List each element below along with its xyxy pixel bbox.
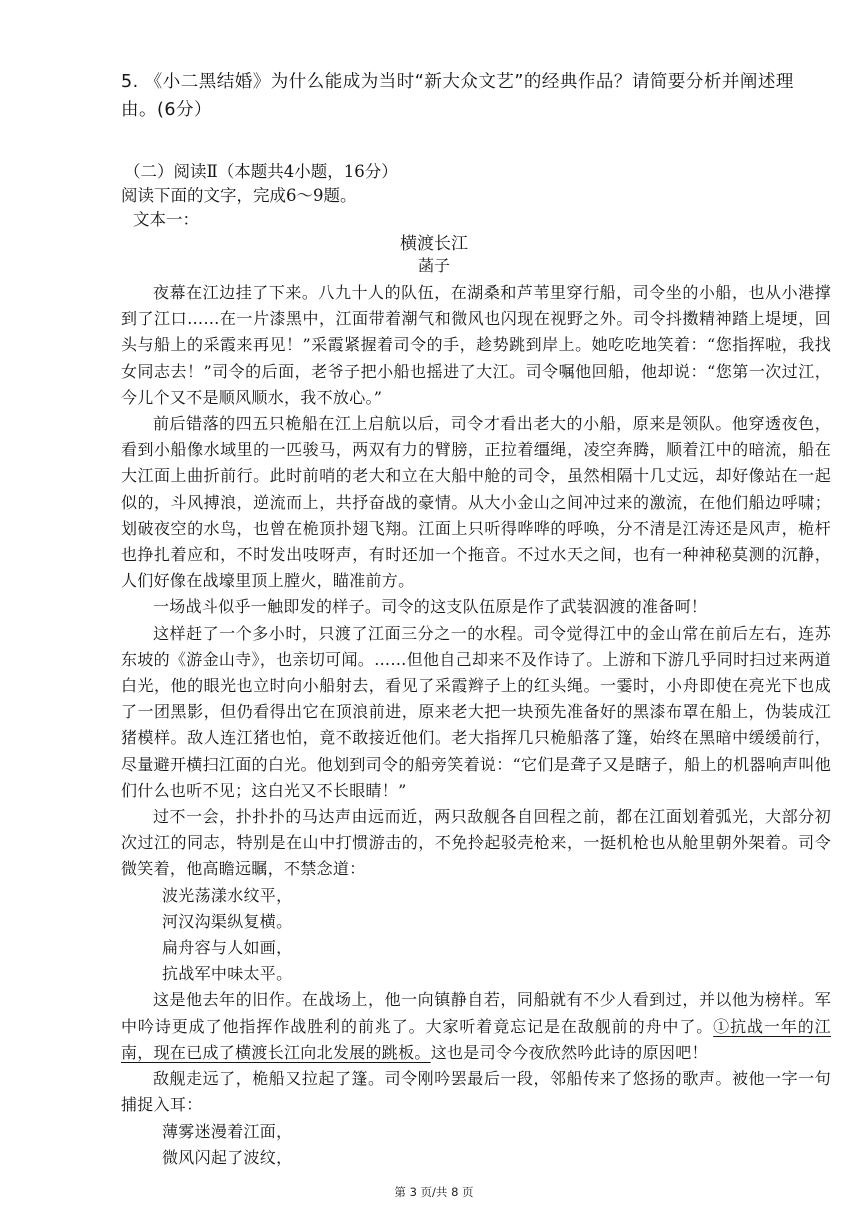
- paragraph-1: 夜幕在江边挂了下来。八九十人的队伍，在湖桑和芦苇里穿行船，司令坐的小船，也从小港撑到了江口……在一片漆黑中，江面带着潮气和微风也闪现在视野之外。司令抖擞精神踏上堤埂，回头与船上的采霞来再见！”采霞紧握着司令的手，趁势跳到岸上。她吃吃地笑着：“您指挥啦，我找女同志去！”司令的后面，老爷子把小船也摇进了大江。司令嘱他回船，他却说：“您第一次过江，今儿个又不是顺风顺水，我不放心。”: [121, 283, 831, 407]
- text-one-label: 文本一：: [133, 210, 199, 229]
- poem-line: 抗战军中味太平。: [162, 964, 293, 984]
- poem-line: 波光荡漾水纹平，: [162, 885, 293, 905]
- article-author: 菡子: [417, 256, 450, 275]
- underlined-sentence-1: ①抗战一年的江南，现在已成了横渡长江向北发展的跳板。: [121, 1016, 831, 1062]
- page-number: 第 3 页/共 8 页: [394, 1185, 474, 1199]
- section-heading: （二）阅读Ⅱ（本题共4小题，16分）: [124, 162, 398, 181]
- paragraph-6: [121, 987, 831, 1066]
- poem-line: 扁舟容与人如画，: [162, 938, 293, 958]
- song-line: 薄雾迷漫着江面，: [162, 1121, 293, 1141]
- question-5: 5. 《小二黑结婚》为什么能成为当时“新大众文艺”的经典作品？请简要分析并阐述理由。(6分）: [121, 72, 794, 120]
- paragraph-6-text: 这是他去年的旧作。在战场上，他一向镇静自若，同船就有不少人看到过，并以他为榜样。军中吟诗更成了他指挥作战胜利的前兆了。大家听着竟忘记是在敌舰前的舟中了。: [121, 990, 831, 1036]
- paragraph-6-tail: 这也是司令今夜欣然吟此诗的原因吧！: [430, 1042, 708, 1062]
- section-instruction: 阅读下面的文字，完成6～9题。: [121, 186, 357, 205]
- article-body: [121, 280, 831, 1171]
- song-line: 微风闪起了波纹，: [162, 1147, 293, 1167]
- paragraph-7: 敌舰走远了，桅船又拉起了篷。司令刚吟罢最后一段，邻船传来了悠扬的歌声。被他一字一句捕捉入耳：: [121, 1069, 831, 1115]
- paragraph-5: 过不一会，扑扑扑的马达声由远而近，两只敌舰各自回程之前，都在江面划着弧光，大部分初次过江的同志，特别是在山中打惯游击的，不免拎起驳壳枪来，一挺机枪也从舱里朝外架着。司令微笑着，他高瞻远瞩，不禁念道：: [121, 807, 831, 879]
- paragraph-4: 这样赶了一个多小时，只渡了江面三分之一的水程。司令觉得江中的金山常在前后左右，连苏东坡的《游金山寺》，也亲切可闻。……但他自己却来不及作诗了。上游和下游几乎同时扫过来两道白光，他的眼光也立时向小船射去，看见了采霞辫子上的红头绳。一霎时，小舟即使在亮光下也成了一团黑影，但仍看得出它在顶浪前进，原来老大把一块预先准备好的黑漆布罩在船上，伪装成江猪模样。敌人连江猪也怕，竟不敢接近他们。老大指挥几只桅船落了篷，始终在黑暗中缓缓前行，尽量避开横扫江面的白光。他划到司令的船旁笑着说：“它们是聋子又是瞎子，船上的机器响声叫他们什么也听不见；这白光又不长眼睛！”: [121, 623, 831, 800]
- paragraph-3: 一场战斗似乎一触即发的样子。司令的这支队伍原是作了武装泅渡的准备呵！: [153, 597, 708, 617]
- paragraph-2: 前后错落的四五只桅船在江上启航以后，司令才看出老大的小船，原来是领队。他穿透夜色，看到小船像水域里的一匹骏马，两双有力的臂膀，正拉着缰绳，凌空奔腾，顺着江中的暗流，船在大江面上曲折前行。此时前哨的老大和立在大船中舱的司令，虽然相隔十几丈远，却好像站在一起似的，斗风搏浪，逆流而上，共抒奋战的豪情。从大小金山之间冲过来的激流，在他们船边呼啸；划破夜空的水鸟，也曾在桅顶扑翅飞翔。江面上只听得哗哗的呼唤，分不清是江涛还是风声，桅杆也挣扎着应和，不时发出吱呀声，有时还加一个拖音。不过水天之间，也有一种神秘莫测的沉静，人们好像在战壕里顶上膛火，瞄准前方。: [121, 414, 831, 591]
- article-title: 横渡长江: [400, 234, 468, 254]
- poem-line: 河汉沟渠纵复横。: [162, 911, 293, 931]
